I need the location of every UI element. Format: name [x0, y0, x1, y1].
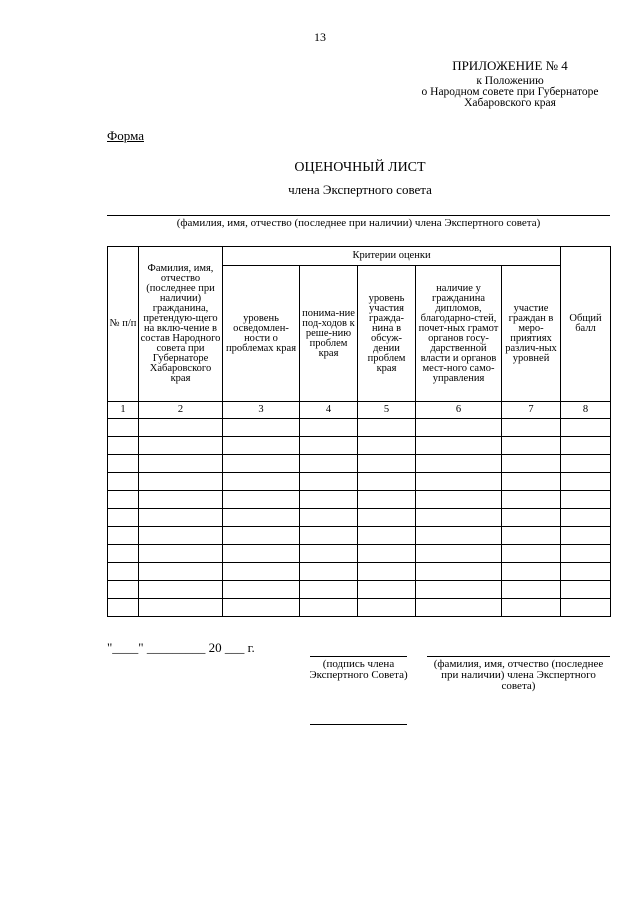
- header-criteria: Критерии оценки: [223, 247, 561, 266]
- table-cell[interactable]: [416, 599, 502, 617]
- header-number: № п/п: [108, 247, 139, 402]
- table-cell[interactable]: [139, 455, 223, 473]
- table-cell[interactable]: [502, 419, 561, 437]
- table-row: [108, 473, 611, 491]
- table-cell[interactable]: [139, 473, 223, 491]
- table-cell[interactable]: [108, 581, 139, 599]
- table-cell[interactable]: [223, 509, 300, 527]
- table-cell[interactable]: [358, 473, 416, 491]
- table-cell[interactable]: [108, 599, 139, 617]
- header-total-score: Общий балл: [561, 247, 611, 402]
- table-cell[interactable]: [561, 599, 611, 617]
- table-cell[interactable]: [561, 437, 611, 455]
- appendix-title: ПРИЛОЖЕНИЕ № 4: [452, 58, 568, 73]
- table-cell[interactable]: [139, 527, 223, 545]
- table-cell[interactable]: [358, 599, 416, 617]
- signature-caption: (подпись члена Экспертного Совета): [309, 658, 408, 681]
- table-cell[interactable]: [416, 527, 502, 545]
- table-cell[interactable]: [300, 581, 358, 599]
- table-row: [108, 455, 611, 473]
- table-cell[interactable]: [358, 581, 416, 599]
- table-cell[interactable]: [416, 455, 502, 473]
- column-number: 8: [561, 402, 611, 419]
- table-cell[interactable]: [223, 491, 300, 509]
- table-cell[interactable]: [502, 473, 561, 491]
- table-cell[interactable]: [108, 491, 139, 509]
- table-cell[interactable]: [300, 419, 358, 437]
- table-cell[interactable]: [223, 473, 300, 491]
- table-cell[interactable]: [358, 437, 416, 455]
- table-cell[interactable]: [358, 419, 416, 437]
- document-title: ОЦЕНОЧНЫЙ ЛИСТ: [294, 160, 426, 175]
- table-cell[interactable]: [502, 581, 561, 599]
- table-cell[interactable]: [139, 599, 223, 617]
- table-cell[interactable]: [300, 455, 358, 473]
- table-cell[interactable]: [139, 491, 223, 509]
- table-cell[interactable]: [139, 509, 223, 527]
- header-criterion: участие граждан в меро-приятиях различ-ных уровней: [502, 266, 561, 402]
- table-cell[interactable]: [223, 437, 300, 455]
- table-cell[interactable]: [502, 599, 561, 617]
- table-cell[interactable]: [561, 527, 611, 545]
- column-number-row: [108, 402, 611, 419]
- table-row: [108, 599, 611, 617]
- appendix-reference: [380, 76, 640, 109]
- table-cell[interactable]: [561, 419, 611, 437]
- table-cell[interactable]: [416, 545, 502, 563]
- table-cell[interactable]: [358, 527, 416, 545]
- column-number: 4: [300, 402, 358, 419]
- column-number: 6: [416, 402, 502, 419]
- header-candidate-name: Фамилия, имя, отчество (последнее при наличии) гражданина, претендую-щего на вклю-чение в состав Народного совета при Губернаторе Хабаровского края: [139, 247, 223, 402]
- table-cell[interactable]: [300, 527, 358, 545]
- column-number: 5: [358, 402, 416, 419]
- table-cell[interactable]: [108, 563, 139, 581]
- table-cell[interactable]: [502, 545, 561, 563]
- table-cell[interactable]: [561, 491, 611, 509]
- table-cell[interactable]: [300, 545, 358, 563]
- table-cell[interactable]: [416, 563, 502, 581]
- table-cell[interactable]: [502, 527, 561, 545]
- table-cell[interactable]: [358, 491, 416, 509]
- fio-fill-line[interactable]: [107, 215, 610, 216]
- table-row: [108, 563, 611, 581]
- table-cell[interactable]: [561, 473, 611, 491]
- table-cell[interactable]: [416, 491, 502, 509]
- column-number: 3: [223, 402, 300, 419]
- column-number: 2: [139, 402, 223, 419]
- table-cell[interactable]: [358, 563, 416, 581]
- extra-line[interactable]: [310, 724, 407, 725]
- table-row: [108, 581, 611, 599]
- document-subtitle: члена Экспертного совета: [288, 182, 432, 197]
- table-cell[interactable]: [300, 473, 358, 491]
- table-cell[interactable]: [139, 545, 223, 563]
- page-number: 13: [314, 30, 326, 44]
- name-caption: (фамилия, имя, отчество (последнее при наличии) члена Экспертного совета): [433, 658, 604, 692]
- table-cell[interactable]: [108, 509, 139, 527]
- table-cell[interactable]: [561, 563, 611, 581]
- table-cell[interactable]: [139, 581, 223, 599]
- table-cell[interactable]: [108, 473, 139, 491]
- name-line[interactable]: [427, 656, 610, 657]
- table-cell[interactable]: [108, 437, 139, 455]
- table-cell[interactable]: [300, 509, 358, 527]
- table-cell[interactable]: [108, 419, 139, 437]
- table-cell[interactable]: [223, 419, 300, 437]
- table-cell[interactable]: [223, 527, 300, 545]
- table-cell[interactable]: [502, 491, 561, 509]
- table-cell[interactable]: [561, 509, 611, 527]
- table-cell[interactable]: [223, 455, 300, 473]
- date-line[interactable]: "____" _________ 20 ___ г.: [107, 640, 255, 655]
- appendix-line: Хабаровского края: [464, 97, 556, 109]
- table-cell[interactable]: [108, 455, 139, 473]
- table-cell[interactable]: [416, 473, 502, 491]
- table-row: [108, 545, 611, 563]
- table-cell[interactable]: [416, 419, 502, 437]
- table-cell[interactable]: [223, 563, 300, 581]
- table-cell[interactable]: [223, 545, 300, 563]
- table-cell[interactable]: [108, 527, 139, 545]
- column-number: 1: [108, 402, 139, 419]
- header-criterion: наличие у гражданина дипломов, благодарно-стей, почет-ных грамот органов госу-дарственной власти и органов мест-ного само-управления: [416, 266, 502, 402]
- table-cell[interactable]: [416, 509, 502, 527]
- table-cell[interactable]: [223, 599, 300, 617]
- table-cell[interactable]: [300, 437, 358, 455]
- table-row: [108, 437, 611, 455]
- table-cell[interactable]: [139, 437, 223, 455]
- table-cell[interactable]: [139, 563, 223, 581]
- table-cell[interactable]: [416, 437, 502, 455]
- signature-line[interactable]: [310, 656, 407, 657]
- appendix-line: о Народном совете при Губернаторе: [421, 86, 599, 98]
- header-criterion: уровень осведомлен-ности о проблемах края: [223, 266, 300, 402]
- table-cell[interactable]: [300, 563, 358, 581]
- table-cell[interactable]: [108, 545, 139, 563]
- appendix-line: к Положению: [476, 75, 544, 87]
- table-cell[interactable]: [416, 581, 502, 599]
- table-cell[interactable]: [561, 455, 611, 473]
- table-cell[interactable]: [358, 455, 416, 473]
- table-cell[interactable]: [223, 581, 300, 599]
- table-cell[interactable]: [300, 599, 358, 617]
- column-number: 7: [502, 402, 561, 419]
- table-cell[interactable]: [300, 491, 358, 509]
- table-cell[interactable]: [139, 419, 223, 437]
- header-criterion: понима-ние под-ходов к реше-нию проблем края: [300, 266, 358, 402]
- table-cell[interactable]: [358, 509, 416, 527]
- table-cell[interactable]: [502, 509, 561, 527]
- table-cell[interactable]: [358, 545, 416, 563]
- header-criterion: уровень участия гражда-нина в обсуж-дении проблем края: [358, 266, 416, 402]
- form-label: Форма: [107, 128, 144, 143]
- fio-caption: (фамилия, имя, отчество (последнее при наличии) члена Экспертного совета): [176, 217, 541, 229]
- table-row: [108, 509, 611, 527]
- evaluation-table: [107, 246, 611, 617]
- table-row: [108, 419, 611, 437]
- table-cell[interactable]: [502, 563, 561, 581]
- table-row: [108, 491, 611, 509]
- table-row: [108, 527, 611, 545]
- table-cell[interactable]: [561, 545, 611, 563]
- table-cell[interactable]: [502, 437, 561, 455]
- table-cell[interactable]: [502, 455, 561, 473]
- table-cell[interactable]: [561, 581, 611, 599]
